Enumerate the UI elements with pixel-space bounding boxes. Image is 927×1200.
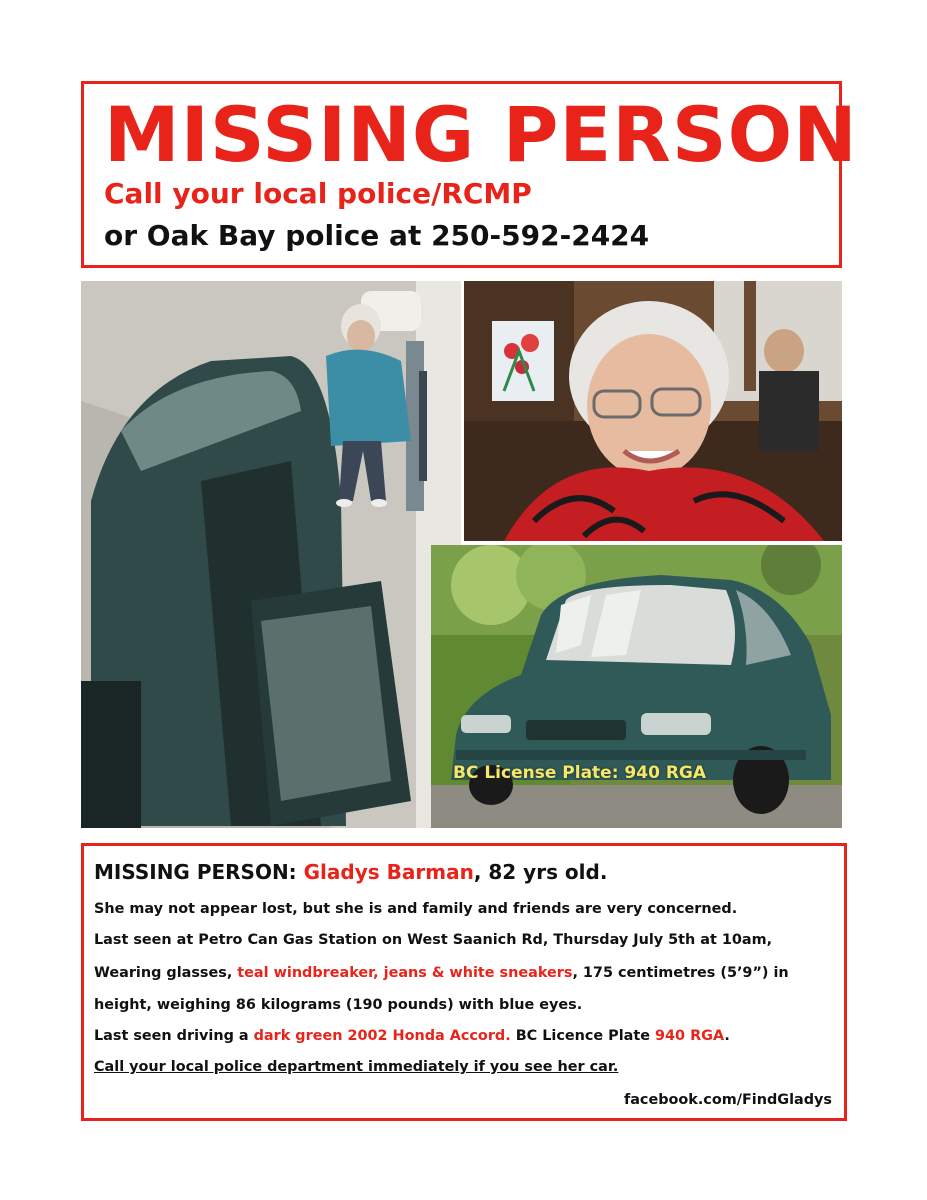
details-heading — [94, 860, 607, 884]
vehicle-description: dark green 2002 Honda Accord. — [253, 1028, 511, 1044]
call-police-line: Call your local police/RCMP — [104, 177, 532, 210]
poster-title: MISSING PERSON — [104, 90, 858, 179]
clothing-description: teal windbreaker, jeans & white sneakers — [237, 965, 573, 981]
car-photo — [431, 545, 842, 828]
vehicle-prefix: Last seen driving a — [94, 1028, 254, 1044]
clothing-prefix: Wearing glasses, — [94, 965, 238, 981]
missing-person-details — [81, 843, 847, 1121]
height-weight-line: height, weighing 86 kilograms (190 pounds) with blue eyes. — [94, 997, 583, 1013]
call-police-instruction: Call your local police department immediately if you see her car. — [94, 1059, 619, 1075]
vehicle-line-end: . — [724, 1028, 730, 1044]
plate-label: BC Licence Plate — [510, 1028, 656, 1044]
clothing-line — [94, 965, 789, 981]
license-plate-caption: BC License Plate: 940 RGA — [453, 763, 707, 783]
oak-bay-police-line: or Oak Bay police at 250-592-2424 — [104, 219, 650, 252]
last-seen-location-line: Last seen at Petro Can Gas Station on West Saanich Rd, Thursday July 5th at 10am, — [94, 932, 773, 948]
vehicle-line — [94, 1028, 730, 1044]
heading-label: MISSING PERSON: — [94, 860, 304, 884]
person-age: , 82 yrs old. — [473, 860, 608, 884]
height-text: , 175 centimetres (5’9”) in — [572, 965, 789, 981]
plate-number: 940 RGA — [655, 1028, 725, 1044]
portrait-photo — [464, 281, 842, 541]
person-name: Gladys Barman — [303, 860, 474, 884]
poster-header — [81, 81, 858, 268]
concern-line: She may not appear lost, but she is and family and friends are very concerned. — [94, 901, 738, 917]
gas-station-photo — [81, 281, 461, 828]
facebook-page: facebook.com/FindGladys — [623, 1092, 832, 1108]
